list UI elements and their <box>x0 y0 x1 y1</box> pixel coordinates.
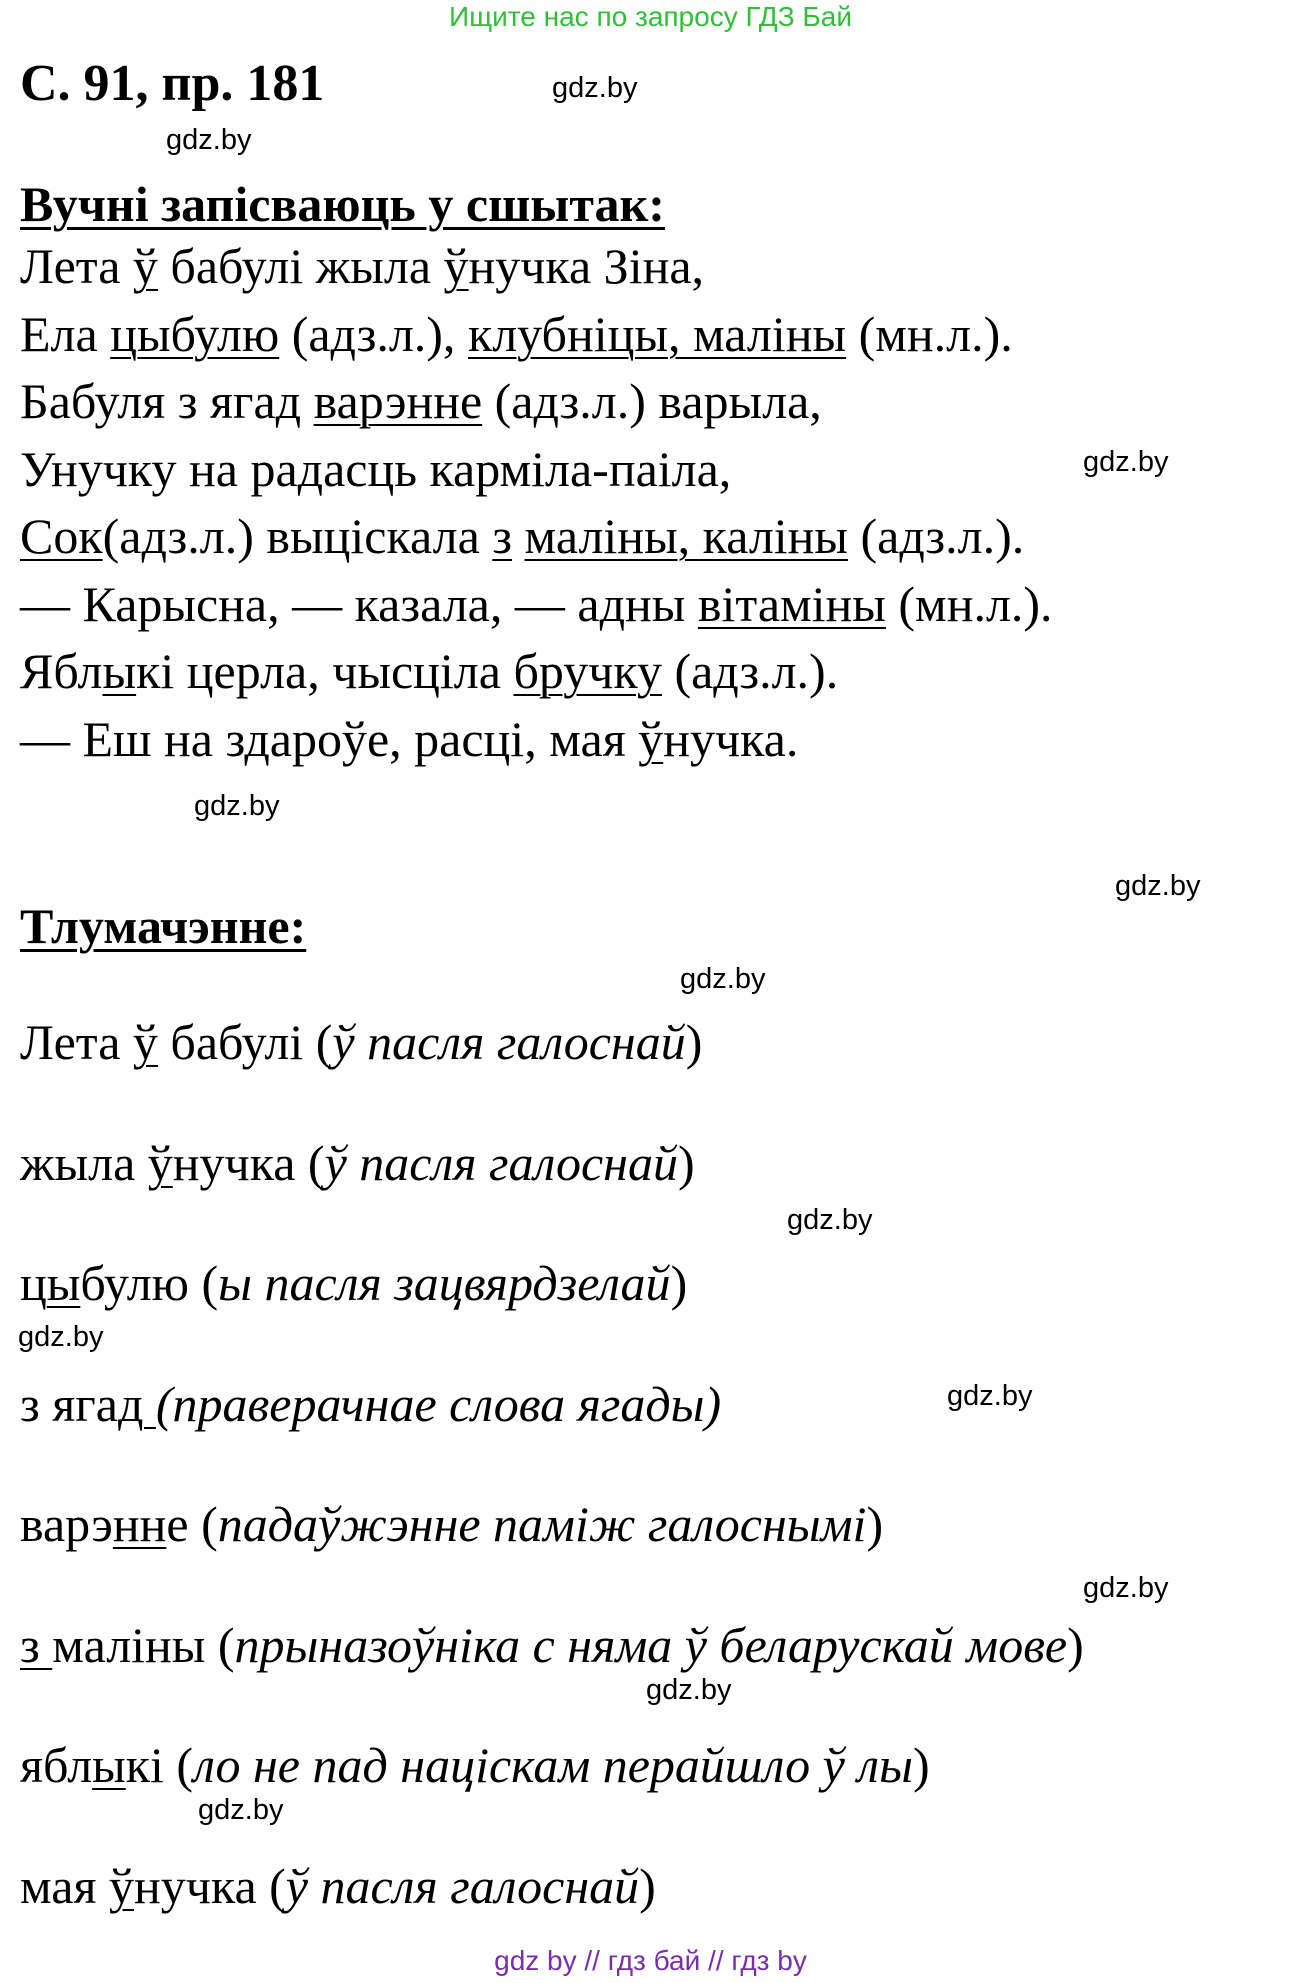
text-fragment: ) <box>912 1737 930 1793</box>
watermark: gdz.by <box>194 790 280 822</box>
underlined-fragment: ы <box>92 1737 126 1793</box>
text-fragment: ) <box>866 1496 884 1552</box>
text-fragment <box>301 373 314 429</box>
text-fragment: нучка ( <box>134 1857 286 1914</box>
explanation-line <box>20 1253 687 1313</box>
text-fragment: ) <box>670 1255 688 1311</box>
poem-line <box>20 641 838 701</box>
watermark: gdz.by <box>1083 1572 1169 1604</box>
text-fragment: кі церла, чысціла <box>136 643 514 699</box>
footer-links: gdz by // гдз бай // гдз by <box>494 1945 807 1976</box>
text-fragment: Ябл <box>20 643 103 699</box>
text-fragment: нучка ( <box>172 1134 325 1191</box>
underlined-fragment: ы <box>46 1255 81 1311</box>
poem-line <box>20 506 1024 566</box>
text-fragment: варэ <box>20 1496 113 1552</box>
watermark: gdz.by <box>787 1204 873 1236</box>
underlined-fragment: з <box>492 508 513 564</box>
text-fragment: ц <box>20 1255 47 1311</box>
watermark: gdz.by <box>1083 446 1169 478</box>
poem-line <box>20 236 704 296</box>
underlined-fragment: ў <box>109 1857 134 1914</box>
underlined-fragment: ы <box>102 643 137 699</box>
text-fragment: Лета <box>20 1014 133 1070</box>
text-fragment: е ( <box>166 1496 218 1552</box>
italic-note: ло не пад націскам перайшло ў лы <box>193 1737 913 1793</box>
text-fragment: — Карысна, — казала, — адны <box>20 575 698 632</box>
poem-line <box>20 439 731 499</box>
italic-note: ў пасля галоснай <box>324 1134 678 1191</box>
text-fragment: (мн.л.). <box>885 575 1053 632</box>
text-fragment: нучка. <box>663 710 799 767</box>
underlined-fragment: вітаміны <box>697 575 886 632</box>
explanation-line <box>20 1012 702 1072</box>
text-fragment: бабулі жыла <box>157 238 444 294</box>
text-fragment: кі ( <box>125 1737 194 1793</box>
watermark: gdz.by <box>646 1674 732 1706</box>
text-fragment: з яга <box>20 1375 118 1432</box>
text-fragment: мая <box>20 1857 109 1914</box>
search-banner: Ищите нас по запросу ГДЗ Бай <box>448 1 853 32</box>
text-fragment <box>512 508 525 564</box>
text-fragment: ябл <box>20 1737 93 1793</box>
section-heading-explanation: Тлумачэнне: <box>20 898 307 954</box>
underlined-fragment: ў <box>147 1134 173 1191</box>
watermark: gdz.by <box>552 72 638 104</box>
text-fragment: Лета <box>20 238 133 294</box>
text-fragment: (адз.л.), <box>279 305 468 362</box>
explanation-line <box>20 1133 695 1193</box>
watermark: gdz.by <box>198 1794 284 1826</box>
explanation-line <box>20 1374 721 1434</box>
text-fragment: ) <box>677 1134 695 1191</box>
explanation-line <box>20 1735 930 1795</box>
underlined-fragment: ў <box>132 238 158 294</box>
text-fragment: (адз.л.). <box>848 508 1025 564</box>
section-heading-notebook: Вучні запісваюць у сшытак: <box>20 176 665 232</box>
underlined-fragment: бручку <box>513 643 662 699</box>
underlined-fragment: цыбулю <box>110 305 280 362</box>
italic-note: ў пасля галоснай <box>332 1014 686 1070</box>
underlined-fragment: клубніцы, маліны <box>467 305 847 362</box>
underlined-fragment: д <box>275 373 302 429</box>
explanation-line <box>20 1615 1084 1675</box>
text-fragment: (адз.л.). <box>661 643 839 699</box>
underlined-fragment: з <box>20 1616 53 1673</box>
text-fragment: — Еш на здароўе, расці, мая <box>20 710 639 767</box>
explanation-line <box>20 1494 883 1554</box>
text-fragment: бабулі ( <box>157 1014 333 1070</box>
underlined-fragment: д <box>117 1375 156 1432</box>
text-fragment: (адз.л.) выціскала <box>102 508 493 564</box>
text-fragment: булю ( <box>80 1255 219 1311</box>
italic-note: ў пасля галоснай <box>285 1857 640 1914</box>
underlined-fragment: ў <box>443 238 469 294</box>
italic-note: падаўжэнне паміж галоснымі <box>217 1496 867 1552</box>
watermark: gdz.by <box>947 1380 1033 1412</box>
page-title: С. 91, пр. 181 <box>20 55 325 112</box>
underlined-fragment: ў <box>132 1014 158 1070</box>
italic-note: ы пасля зацвярдзелай <box>218 1255 671 1311</box>
underlined-fragment: нн <box>112 1496 167 1552</box>
watermark: gdz.by <box>18 1321 104 1353</box>
poem-line <box>20 304 1013 364</box>
explanation-line <box>20 1856 656 1916</box>
watermark: gdz.by <box>680 963 766 995</box>
underlined-fragment: ў <box>638 710 664 767</box>
text-fragment: Унучку на радасць карміла-паіла, <box>20 440 732 497</box>
text-fragment: (мн.л.). <box>846 305 1013 362</box>
watermark: gdz.by <box>166 124 252 156</box>
text-fragment: Бабуля з яга <box>20 373 276 429</box>
underlined-fragment: Сок <box>20 508 103 564</box>
text-fragment: ) <box>685 1014 703 1070</box>
watermark: gdz.by <box>1115 870 1201 902</box>
text-fragment: Ела <box>20 305 111 362</box>
text-fragment: ) <box>639 1857 656 1914</box>
text-fragment: маліны ( <box>52 1616 235 1673</box>
text-fragment: ) <box>1067 1616 1084 1673</box>
italic-note: (праверачнае слова ягады) <box>155 1375 722 1432</box>
underlined-fragment: варэнне <box>313 373 483 429</box>
text-fragment: (адз.л.) варыла, <box>482 373 822 429</box>
poem-line <box>20 709 798 769</box>
poem-line <box>20 371 822 431</box>
text-fragment: нучка Зіна, <box>468 238 705 294</box>
italic-note: прыназоўніка с няма ў беларускай мове <box>234 1616 1068 1673</box>
poem-line <box>20 574 1053 634</box>
underlined-fragment: маліны, каліны <box>524 508 849 564</box>
text-fragment: жыла <box>20 1134 148 1191</box>
